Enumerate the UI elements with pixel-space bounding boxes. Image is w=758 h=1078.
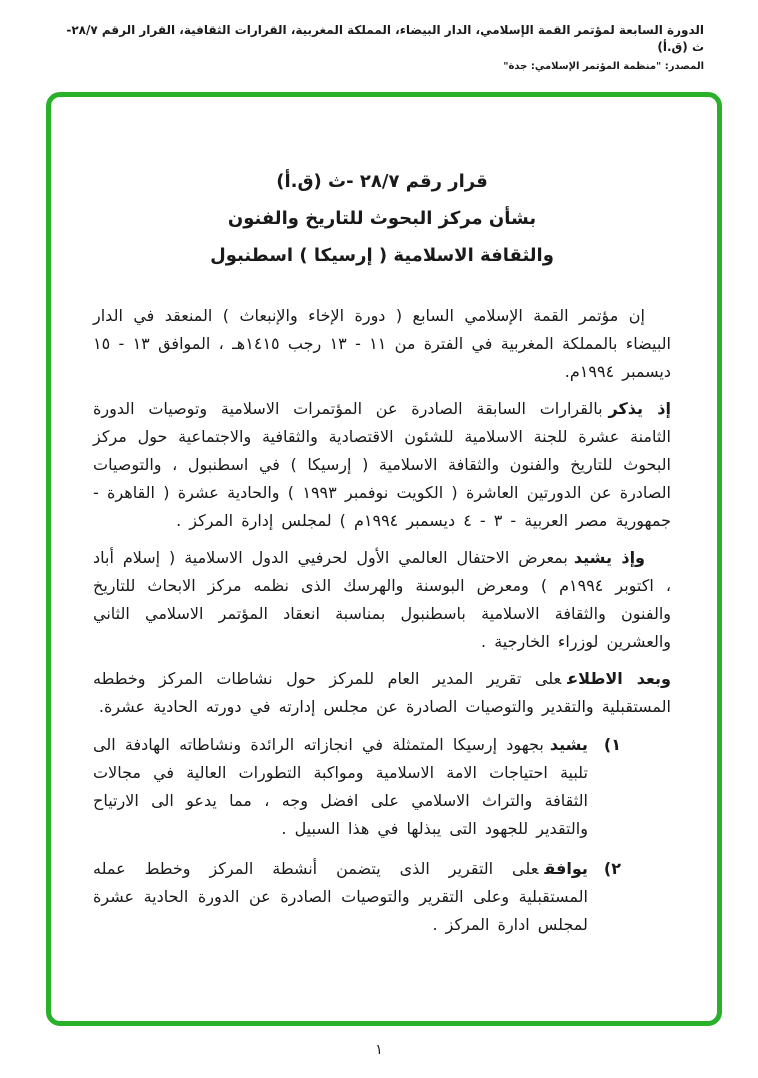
header-source: المصدر: "منظمة المؤتمر الإسلامي: جدة" (503, 61, 704, 72)
document-header (55, 22, 704, 74)
paragraph-having-reviewed (93, 665, 671, 721)
numbered-item-2 (93, 855, 671, 939)
document-content (51, 97, 717, 971)
item-number: ١) (603, 735, 621, 754)
item-text: بجهود إرسيكا المتمثلة في انجازاته الرائدة ونشاطاته الهادفة الى تلبية احتياجات الامة الاسلامية ومواكبة التطورات العالية في مجالات الثقافة والتراث الاسلامي على افضل وجه ، مما يدعو الى الارتياح والتقدير للجهود التى يبذلها في هذا السبيل . (93, 735, 588, 838)
paragraph-text: بمعرض الاحتفال العالمي الأول لحرفيي الدول الاسلامية ( إسلام أباد ، اكتوبر ١٩٩٤م ) ومعرض البوسنة والهرسك الذى نظمه مركز الابحاث للتاريخ والفنون والثقافة الاسلامية باسطنبول بمناسبة انعقاد المؤتمر الاسلامي الثاني والعشرين لوزراء الخارجية . (93, 548, 672, 651)
item-lead: يشيد (549, 735, 588, 754)
paragraph-lead: وبعد الاطلاع (567, 669, 672, 688)
paragraph-preamble (93, 302, 671, 386)
paragraph-recalling (93, 395, 671, 535)
paragraph-text: بالقرارات السابقة الصادرة عن المؤتمرات الاسلامية وتوصيات الدورة الثامنة عشرة للجنة الاسلامية للشئون الاقتصادية والثقافية والاجتماعية حول مركز البحوث للتاريخ والفنون والثقافة الاسلامية ( إرسيكا ) في اسطنبول ، والتوصيات الصادرة عن الدورتين العاشرة ( الكويت نوفمبر ١٩٩٣ ) والحادية عشرة ( القاهرة - جمهورية مصر العربية - ٣ - ٤ ديسمبر ١٩٩٤م ) لمجلس إدارة المركز . (93, 399, 671, 530)
paragraph-lead: وإذ يشيد (573, 548, 645, 567)
item-lead: يوافق (544, 859, 588, 878)
resolution-title (93, 163, 671, 274)
title-line-subject: بشأن مركز البحوث للتاريخ والفنون (227, 208, 537, 229)
numbered-item-1 (93, 731, 671, 843)
item-text: على التقرير الذى يتضمن أنشطة المركز وخطط عمله المستقبلية وعلى التقرير والتوصيات الصادرة عن الدورة الحادية عشرة لمجلس ادارة المركز . (93, 859, 588, 934)
paragraph-text: إن مؤتمر القمة الإسلامي السابع ( دورة الإخاء والإنبعاث ) المنعقد في الدار البيضاء بالمملكة المغربية في الفترة من ١١ - ١٣ رجب ١٤١٥هـ ، الموافق ١٣ - ١٥ ديسمبر ١٩٩٤م. (93, 306, 672, 381)
title-line-subject-2: والثقافة الاسلامية ( إرسيكا ) اسطنبول (210, 245, 554, 266)
header-citation: الدورة السابعة لمؤتمر القمة الإسلامي، الدار البيضاء، المملكة المغربية، القرارات الثقافية، القرار الرقم ٢٨/٧-ث (ق.أ) (66, 23, 704, 54)
item-number: ٢) (603, 859, 621, 878)
paragraph-lead: إذ يذكر (608, 399, 671, 418)
title-line-number: قرار رقم ٢٨/٧ -ث (ق.أ) (276, 171, 488, 192)
green-border-frame (46, 92, 722, 1026)
paragraph-commending (93, 544, 671, 656)
item-text-block (93, 855, 588, 939)
item-text-block (93, 731, 588, 843)
paragraph-text: على تقرير المدير العام للمركز حول نشاطات المركز وخططه المستقبلية والتقدير والتوصيات الصادرة عن مجلس إدارته في دورته الحادية عشرة. (93, 669, 671, 716)
page-number: ١ (375, 1042, 383, 1058)
